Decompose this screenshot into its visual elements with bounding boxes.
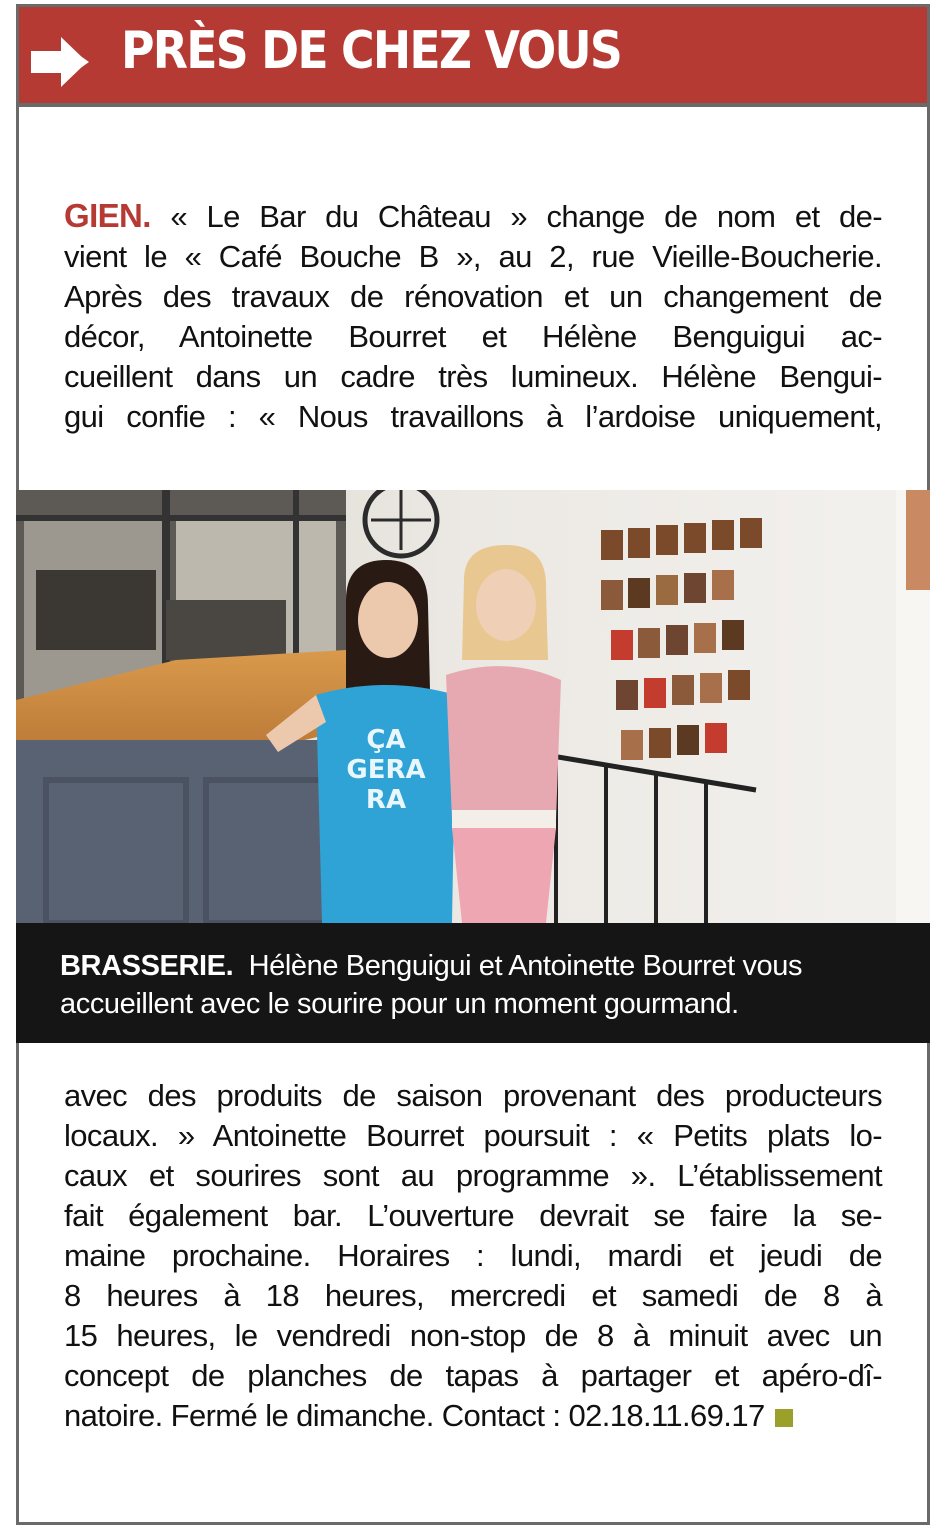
- caption-line-2: accueillent avec le sourire pour un moment gourmand.: [60, 988, 739, 1020]
- shirt-text-line: ÇA: [366, 725, 406, 755]
- article-line: gui confie : « Nous travaillons à l’ardoise uniquement,: [64, 399, 882, 434]
- article-line: GIEN. « Le Bar du Château » change de nom et de-: [64, 197, 882, 234]
- section-title: PRÈS DE CHEZ VOUS: [121, 21, 622, 81]
- shirt-text-line: RA: [365, 785, 407, 815]
- article-line: maine prochaine. Horaires : lundi, mardi et jeudi de: [64, 1238, 882, 1273]
- article-line: concept de planches de tapas à partager et apéro-dî-: [64, 1358, 882, 1393]
- article-paragraph-2: [64, 1076, 882, 1436]
- arrow-right-icon: [31, 37, 107, 87]
- article-line: caux et sourires sont au programme ». L’établissement: [64, 1158, 882, 1193]
- article-photo: [16, 490, 930, 923]
- article-line: fait également bar. L’ouverture devrait se faire la se-: [64, 1198, 882, 1233]
- article-line: avec des produits de saison provenant des producteurs: [64, 1078, 882, 1113]
- article-line: 15 heures, le vendredi non-stop de 8 à minuit avec un: [64, 1318, 882, 1353]
- article-line: 8 heures à 18 heures, mercredi et samedi de 8 à: [64, 1278, 882, 1313]
- article-paragraph-1: [64, 196, 882, 437]
- caption-lead: BRASSERIE.: [60, 950, 234, 982]
- caption-line-1: BRASSERIE. Hélène Benguigui et Antoinette Bourret vous: [60, 950, 803, 982]
- shirt-text-line: GERA: [346, 755, 426, 785]
- section-header: [16, 4, 930, 107]
- photo-caption: [16, 923, 930, 1043]
- article-line: cueillent dans un cadre très lumineux. Hélène Bengui-: [64, 359, 882, 394]
- article-line-last: natoire. Fermé le dimanche. Contact : 02.18.11.69.17: [64, 1396, 882, 1436]
- end-of-article-mark: [775, 1409, 793, 1427]
- article-lead: GIEN.: [64, 197, 151, 234]
- article-line: Après des travaux de rénovation et un changement de: [64, 279, 882, 314]
- article-line: décor, Antoinette Bourret et Hélène Benguigui ac-: [64, 319, 882, 354]
- article-line: locaux. » Antoinette Bourret poursuit : « Petits plats lo-: [64, 1118, 882, 1153]
- article-line: vient le « Café Bouche B », au 2, rue Vieille-Boucherie.: [64, 239, 882, 274]
